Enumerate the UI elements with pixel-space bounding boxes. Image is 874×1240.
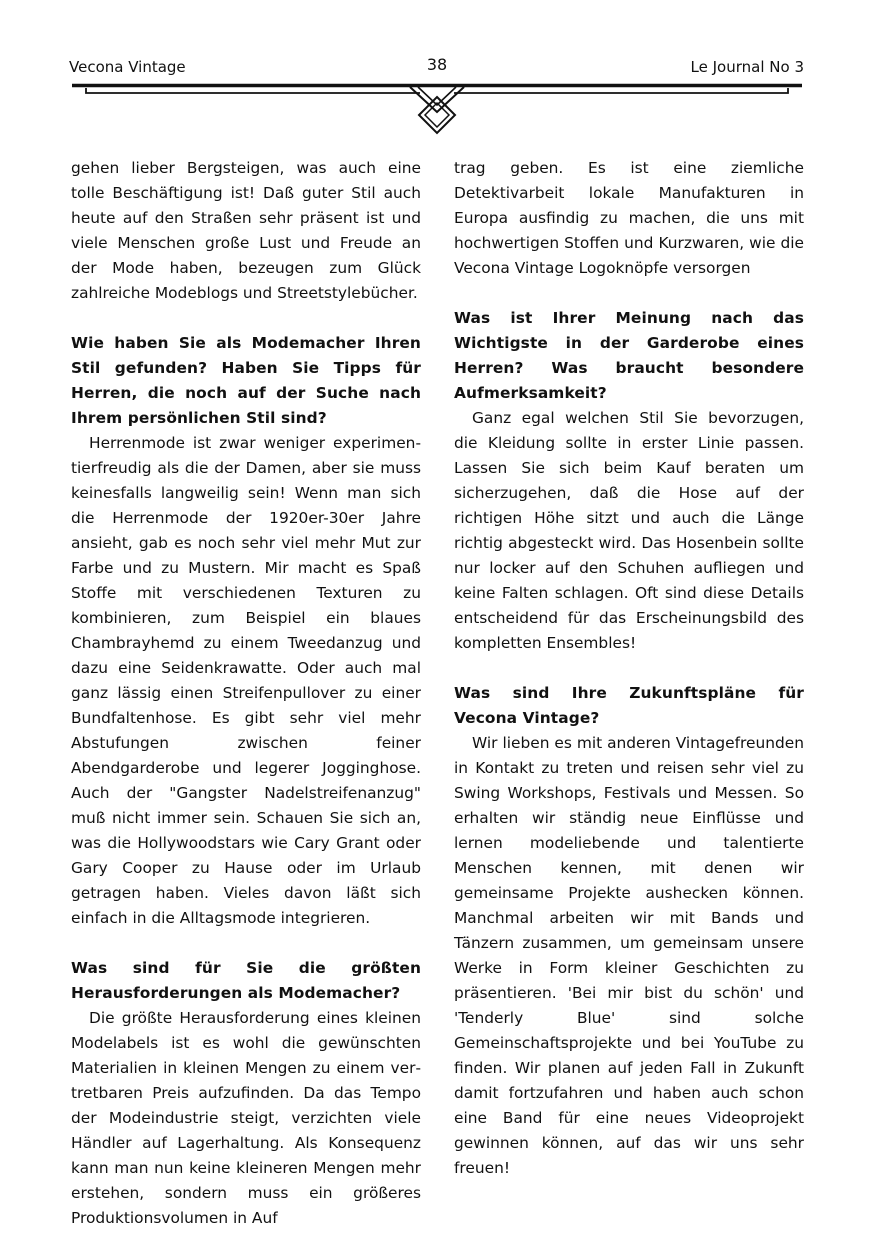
left-column <box>71 156 421 1231</box>
answer-paragraph: Wir lieben es mit anderen Vintagefreunden in Kontakt zu treten und reisen sehr viel zu Swing Workshops, Festivals und Messen. So erhalten wir ständig neue Einflüsse und lernen modeliebende und talentierte Menschen kennen, mit denen wir gemeinsame Projekte aushecken können. Manchmal arbeiten wir mit Bands und Tänzern zusammen, um gemeinsam unsere Werke in Form kleiner Geschichten zu präsentieren. 'Bei mir bist du schön' und 'Tenderly Blue' sind solche Gemeinschaftsprojekte und bei YouTube zu finden. Wir planen auf jeden Fall in Zukunft damit fortzufahren und haben auch schon eine Band für eine neues Videoprojekt gewinnen können, auf das wir uns sehr freuen! <box>454 734 804 1177</box>
page-number: 38 <box>426 55 448 74</box>
answer-paragraph: Herrenmode ist zwar weniger experimentierfreudig als die der Damen, aber sie muss keinesfalls langweilig sein! Wenn man sich die Herrenmode der 1920er-30er Jahre ansieht, gab es noch sehr viel mehr Mut zur Farbe und zu Mustern. Mir macht es Spaß Stoffe mit verschiedenen Texturen zu kombinieren, zum Beispiel ein blaues Chambrayhemd zu einem Tweedanzug und dazu eine Seidenkrawatte. Oder auch mal ganz lässig einen Streifenpullover zu einer Bundfaltenhose. Es gibt sehr viel mehr Abstufungen zwischen feiner Abendgarderobe und legerer Jogginghose. Auch der "Gangster Nadelstreifenanzug" muß nicht immer sein. Schauen Sie sich an, was die Hollywoodstars wie Cary Grant oder Gary Cooper zu Hause oder im Urlaub getragen haben. Vieles davon läßt sich einfach in die Alltagsmode integrieren. <box>71 434 421 927</box>
paragraph: gehen lieber Bergsteigen, was auch eine tolle Beschäftigung ist! Daß guter Stil auch heute auf den Straßen sehr präsent ist und viele Menschen große Lust und Freude an der Mode haben, bezeugen zum Glück zahlreiche Modeblogs und Streetstylebücher. <box>71 159 421 302</box>
header-publisher: Vecona Vintage <box>69 58 186 76</box>
paragraph: trag geben. Es ist eine ziemliche Detektivarbeit lokale Manufakturen in Europa ausfindig zu machen, die uns mit hochwertigen Stoffen und Kurzwaren, wie die Vecona Vintage Logoknöpfe versorgen <box>454 159 804 277</box>
question-heading: Was sind Ihre Zukunftspläne für Vecona Vintage? <box>454 684 804 727</box>
question-heading: Was ist Ihrer Meinung nach das Wichtigste in der Garderobe eines Herren? Was braucht besondere Aufmerksamkeit? <box>454 309 804 402</box>
question-heading: Was sind für Sie die größten Herausforderungen als Modemacher? <box>71 959 421 1002</box>
header-issue: Le Journal No 3 <box>690 58 804 76</box>
answer-paragraph: Ganz egal welchen Stil Sie bevorzugen, die Kleidung sollte in erster Linie passen. Lassen Sie sich beim Kauf beraten um sicherzugehen, daß die Hose auf der richtigen Höhe sitzt und auch die Länge richtig abgesteckt wird. Das Hosenbein sollte nur locker auf den Schuhen aufliegen und keine Falten schlagen. Oft sind diese Details entscheidend für das Erscheinungsbild des kompletten Ensembles! <box>454 409 804 652</box>
answer-paragraph: Die größte Herausforderung eines kleinen Modelabels ist es wohl die gewünschten Materialien in kleinen Mengen zu einem vertretbaren Preis aufzufinden. Da das Tempo der Modeindustrie steigt, verzichten viele Händler auf Lagerhaltung. Als Konsequenz kann man nun keine kleineren Mengen mehr erstehen, sondern muss ein größeres Produktionsvolumen in Auf <box>71 1009 421 1227</box>
right-column <box>454 156 804 1181</box>
question-heading: Wie haben Sie als Modemacher Ihren Stil gefunden? Haben Sie Tipps für Herren, die noch auf der Suche nach Ihrem persönlichen Stil sind? <box>71 334 421 427</box>
header-ornament <box>0 0 874 140</box>
